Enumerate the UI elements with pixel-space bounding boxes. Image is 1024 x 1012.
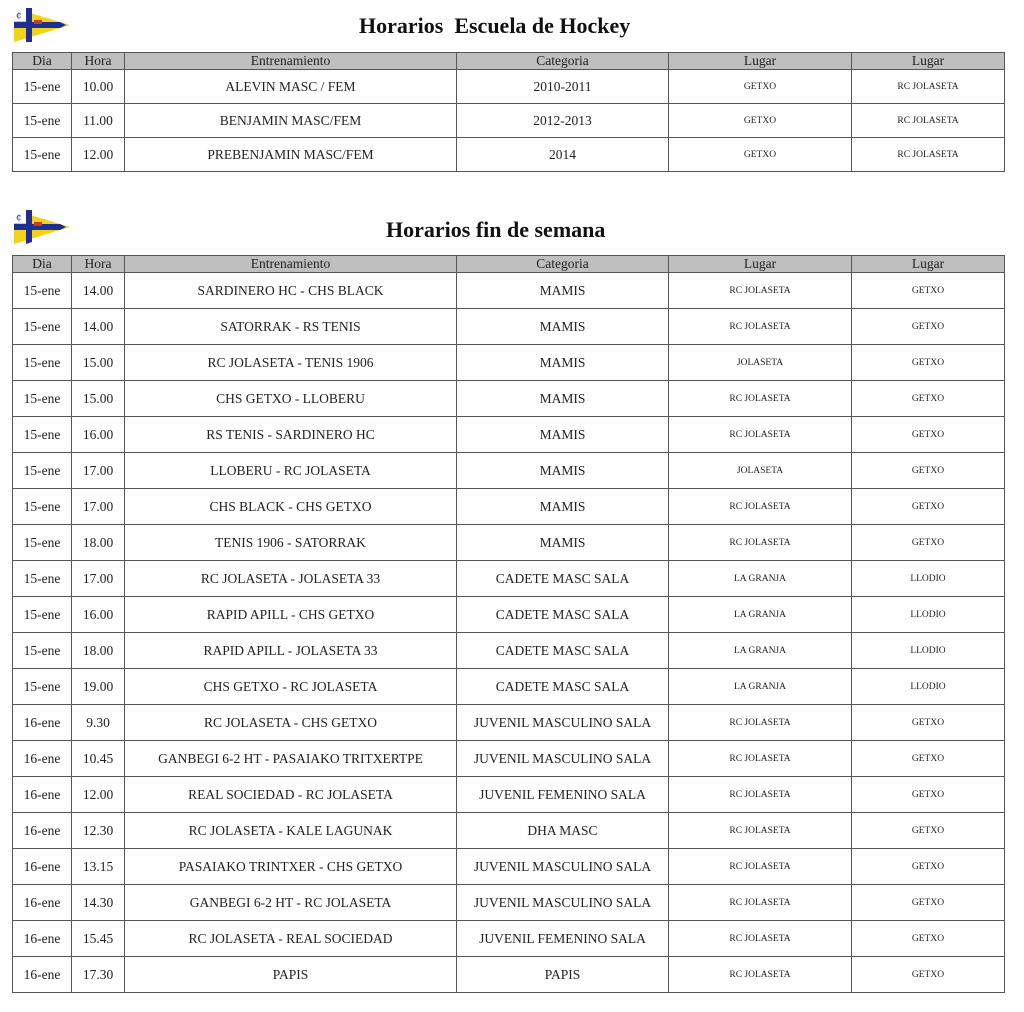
cell-dia: 15-ene <box>13 597 72 633</box>
page-title-fin-de-semana: Horarios fin de semana <box>386 217 606 242</box>
schedule-table-escuela <box>12 52 1005 172</box>
table-row <box>13 453 1005 489</box>
cell-lugar-2: LLODIO <box>852 561 1005 597</box>
table-row <box>13 669 1005 705</box>
cell-lugar: LA GRANJA <box>669 561 852 597</box>
cell-dia: 15-ene <box>13 525 72 561</box>
cell-dia: 16-ene <box>13 921 72 957</box>
cell-entrenamiento: SATORRAK - RS TENIS <box>125 309 457 345</box>
cell-hora: 19.00 <box>72 669 125 705</box>
svg-text:¢: ¢ <box>16 11 22 21</box>
cell-entrenamiento: RS TENIS - SARDINERO HC <box>125 417 457 453</box>
table-row <box>13 525 1005 561</box>
cell-lugar-2: GETXO <box>852 489 1005 525</box>
cell-lugar: LA GRANJA <box>669 597 852 633</box>
table-row <box>13 345 1005 381</box>
cell-lugar-2: GETXO <box>852 417 1005 453</box>
cell-lugar-2: GETXO <box>852 849 1005 885</box>
cell-categoria: 2014 <box>457 138 669 172</box>
cell-lugar-2: LLODIO <box>852 669 1005 705</box>
cell-categoria: JUVENIL FEMENINO SALA <box>457 777 669 813</box>
cell-hora: 18.00 <box>72 525 125 561</box>
cell-categoria: JUVENIL MASCULINO SALA <box>457 885 669 921</box>
cell-lugar: RC JOLASETA <box>669 741 852 777</box>
cell-entrenamiento: RC JOLASETA - REAL SOCIEDAD <box>125 921 457 957</box>
table-row <box>13 70 1005 104</box>
cell-lugar: GETXO <box>669 138 852 172</box>
cell-dia: 16-ene <box>13 741 72 777</box>
cell-lugar: RC JOLASETA <box>669 813 852 849</box>
table-row <box>13 705 1005 741</box>
table-row <box>13 417 1005 453</box>
cell-categoria: CADETE MASC SALA <box>457 561 669 597</box>
cell-categoria: CADETE MASC SALA <box>457 669 669 705</box>
cell-entrenamiento: BENJAMIN MASC/FEM <box>125 104 457 138</box>
cell-dia: 15-ene <box>13 104 72 138</box>
cell-entrenamiento: GANBEGI 6-2 HT - RC JOLASETA <box>125 885 457 921</box>
cell-dia: 15-ene <box>13 138 72 172</box>
cell-categoria: MAMIS <box>457 381 669 417</box>
cell-categoria: JUVENIL MASCULINO SALA <box>457 849 669 885</box>
col-header-hora: Hora <box>72 256 125 273</box>
cell-lugar-2: RC JOLASETA <box>852 138 1005 172</box>
table-row <box>13 597 1005 633</box>
cell-categoria: MAMIS <box>457 273 669 309</box>
cell-dia: 15-ene <box>13 273 72 309</box>
cell-dia: 15-ene <box>13 489 72 525</box>
cell-lugar: RC JOLASETA <box>669 705 852 741</box>
table-row <box>13 309 1005 345</box>
cell-categoria: MAMIS <box>457 345 669 381</box>
cell-hora: 15.00 <box>72 345 125 381</box>
cell-categoria: PAPIS <box>457 957 669 993</box>
cell-dia: 15-ene <box>13 345 72 381</box>
table-row <box>13 813 1005 849</box>
col-header-lugar: Lugar <box>669 53 852 70</box>
table-header-row <box>13 256 1005 273</box>
table-row <box>13 849 1005 885</box>
cell-lugar-2: GETXO <box>852 813 1005 849</box>
svg-text:¢: ¢ <box>16 213 22 223</box>
cell-lugar: RC JOLASETA <box>669 417 852 453</box>
cell-dia: 15-ene <box>13 561 72 597</box>
cell-lugar-2: RC JOLASETA <box>852 104 1005 138</box>
col-header-dia: Dia <box>13 256 72 273</box>
cell-hora: 17.00 <box>72 561 125 597</box>
table-row <box>13 741 1005 777</box>
cell-categoria: DHA MASC <box>457 813 669 849</box>
cell-lugar-2: GETXO <box>852 309 1005 345</box>
table-row <box>13 633 1005 669</box>
cell-lugar-2: GETXO <box>852 921 1005 957</box>
table-row <box>13 777 1005 813</box>
club-burgee-flag-icon-2 <box>14 210 70 244</box>
cell-dia: 16-ene <box>13 957 72 993</box>
cell-categoria: JUVENIL FEMENINO SALA <box>457 921 669 957</box>
table-row <box>13 921 1005 957</box>
cell-lugar-2: GETXO <box>852 885 1005 921</box>
cell-dia: 15-ene <box>13 381 72 417</box>
cell-entrenamiento: SARDINERO HC - CHS BLACK <box>125 273 457 309</box>
cell-hora: 18.00 <box>72 633 125 669</box>
cell-dia: 15-ene <box>13 633 72 669</box>
cell-lugar: RC JOLASETA <box>669 885 852 921</box>
cell-hora: 16.00 <box>72 597 125 633</box>
cell-hora: 15.00 <box>72 381 125 417</box>
col-header-hora: Hora <box>72 53 125 70</box>
cell-hora: 14.00 <box>72 309 125 345</box>
cell-dia: 16-ene <box>13 813 72 849</box>
table-row <box>13 273 1005 309</box>
cell-lugar-2: GETXO <box>852 957 1005 993</box>
cell-lugar-2: GETXO <box>852 345 1005 381</box>
cell-hora: 13.15 <box>72 849 125 885</box>
cell-lugar-2: GETXO <box>852 705 1005 741</box>
schedule-body-escuela <box>13 70 1005 172</box>
cell-lugar: LA GRANJA <box>669 669 852 705</box>
table-row <box>13 957 1005 993</box>
cell-categoria: MAMIS <box>457 489 669 525</box>
cell-lugar-2: GETXO <box>852 777 1005 813</box>
cell-dia: 16-ene <box>13 705 72 741</box>
cell-entrenamiento: REAL SOCIEDAD - RC JOLASETA <box>125 777 457 813</box>
page-title-escuela: Horarios Escuela de Hockey <box>359 13 631 38</box>
cell-dia: 15-ene <box>13 309 72 345</box>
table-row <box>13 489 1005 525</box>
cell-categoria: 2010-2011 <box>457 70 669 104</box>
cell-lugar: LA GRANJA <box>669 633 852 669</box>
table-row <box>13 138 1005 172</box>
cell-lugar-2: LLODIO <box>852 597 1005 633</box>
cell-lugar: RC JOLASETA <box>669 273 852 309</box>
cell-hora: 15.45 <box>72 921 125 957</box>
cell-categoria: JUVENIL MASCULINO SALA <box>457 741 669 777</box>
schedule-table-fin-de-semana <box>12 255 1005 993</box>
cell-entrenamiento: RC JOLASETA - JOLASETA 33 <box>125 561 457 597</box>
cell-dia: 15-ene <box>13 669 72 705</box>
cell-categoria: MAMIS <box>457 453 669 489</box>
cell-hora: 12.30 <box>72 813 125 849</box>
cell-lugar: RC JOLASETA <box>669 849 852 885</box>
col-header-lugar-2: Lugar <box>852 256 1005 273</box>
cell-lugar: RC JOLASETA <box>669 489 852 525</box>
cell-entrenamiento: GANBEGI 6-2 HT - PASAIAKO TRITXERTPE <box>125 741 457 777</box>
cell-lugar-2: GETXO <box>852 741 1005 777</box>
cell-hora: 17.30 <box>72 957 125 993</box>
table-header-row <box>13 53 1005 70</box>
cell-entrenamiento: LLOBERU - RC JOLASETA <box>125 453 457 489</box>
cell-hora: 14.30 <box>72 885 125 921</box>
cell-entrenamiento: RAPID APILL - JOLASETA 33 <box>125 633 457 669</box>
schedule-body-fin-de-semana <box>13 273 1005 993</box>
cell-hora: 11.00 <box>72 104 125 138</box>
cell-entrenamiento: RC JOLASETA - TENIS 1906 <box>125 345 457 381</box>
cell-hora: 16.00 <box>72 417 125 453</box>
cell-entrenamiento: CHS BLACK - CHS GETXO <box>125 489 457 525</box>
cell-categoria: 2012-2013 <box>457 104 669 138</box>
cell-entrenamiento: PAPIS <box>125 957 457 993</box>
col-header-categoria: Categoria <box>457 53 669 70</box>
cell-lugar: JOLASETA <box>669 453 852 489</box>
cell-lugar-2: GETXO <box>852 453 1005 489</box>
club-burgee-flag-icon <box>14 8 70 42</box>
col-header-entrenamiento: Entrenamiento <box>125 256 457 273</box>
cell-hora: 10.45 <box>72 741 125 777</box>
cell-entrenamiento: RC JOLASETA - KALE LAGUNAK <box>125 813 457 849</box>
cell-categoria: MAMIS <box>457 417 669 453</box>
col-header-lugar-2: Lugar <box>852 53 1005 70</box>
col-header-lugar: Lugar <box>669 256 852 273</box>
cell-dia: 15-ene <box>13 70 72 104</box>
cell-hora: 10.00 <box>72 70 125 104</box>
cell-lugar: JOLASETA <box>669 345 852 381</box>
cell-dia: 16-ene <box>13 777 72 813</box>
cell-entrenamiento: RAPID APILL - CHS GETXO <box>125 597 457 633</box>
cell-lugar: GETXO <box>669 104 852 138</box>
cell-hora: 9.30 <box>72 705 125 741</box>
cell-categoria: MAMIS <box>457 525 669 561</box>
cell-entrenamiento: CHS GETXO - LLOBERU <box>125 381 457 417</box>
cell-hora: 17.00 <box>72 453 125 489</box>
cell-entrenamiento: PASAIAKO TRINTXER - CHS GETXO <box>125 849 457 885</box>
cell-lugar: GETXO <box>669 70 852 104</box>
cell-hora: 12.00 <box>72 777 125 813</box>
cell-categoria: CADETE MASC SALA <box>457 597 669 633</box>
col-header-entrenamiento: Entrenamiento <box>125 53 457 70</box>
cell-categoria: JUVENIL MASCULINO SALA <box>457 705 669 741</box>
table-row <box>13 381 1005 417</box>
cell-hora: 14.00 <box>72 273 125 309</box>
cell-dia: 15-ene <box>13 453 72 489</box>
table-row <box>13 561 1005 597</box>
cell-categoria: CADETE MASC SALA <box>457 633 669 669</box>
cell-entrenamiento: PREBENJAMIN MASC/FEM <box>125 138 457 172</box>
cell-entrenamiento: TENIS 1906 - SATORRAK <box>125 525 457 561</box>
cell-lugar-2: RC JOLASETA <box>852 70 1005 104</box>
col-header-categoria: Categoria <box>457 256 669 273</box>
cell-lugar: RC JOLASETA <box>669 381 852 417</box>
cell-lugar: RC JOLASETA <box>669 921 852 957</box>
cell-dia: 16-ene <box>13 849 72 885</box>
cell-lugar: RC JOLASETA <box>669 525 852 561</box>
cell-lugar-2: GETXO <box>852 273 1005 309</box>
cell-lugar-2: GETXO <box>852 525 1005 561</box>
cell-lugar: RC JOLASETA <box>669 309 852 345</box>
cell-lugar: RC JOLASETA <box>669 777 852 813</box>
cell-lugar-2: LLODIO <box>852 633 1005 669</box>
table-row <box>13 885 1005 921</box>
cell-hora: 17.00 <box>72 489 125 525</box>
cell-dia: 15-ene <box>13 417 72 453</box>
cell-entrenamiento: RC JOLASETA - CHS GETXO <box>125 705 457 741</box>
cell-dia: 16-ene <box>13 885 72 921</box>
cell-lugar: RC JOLASETA <box>669 957 852 993</box>
col-header-dia: Dia <box>13 53 72 70</box>
cell-categoria: MAMIS <box>457 309 669 345</box>
cell-entrenamiento: CHS GETXO - RC JOLASETA <box>125 669 457 705</box>
cell-lugar-2: GETXO <box>852 381 1005 417</box>
cell-hora: 12.00 <box>72 138 125 172</box>
cell-entrenamiento: ALEVIN MASC / FEM <box>125 70 457 104</box>
table-row <box>13 104 1005 138</box>
